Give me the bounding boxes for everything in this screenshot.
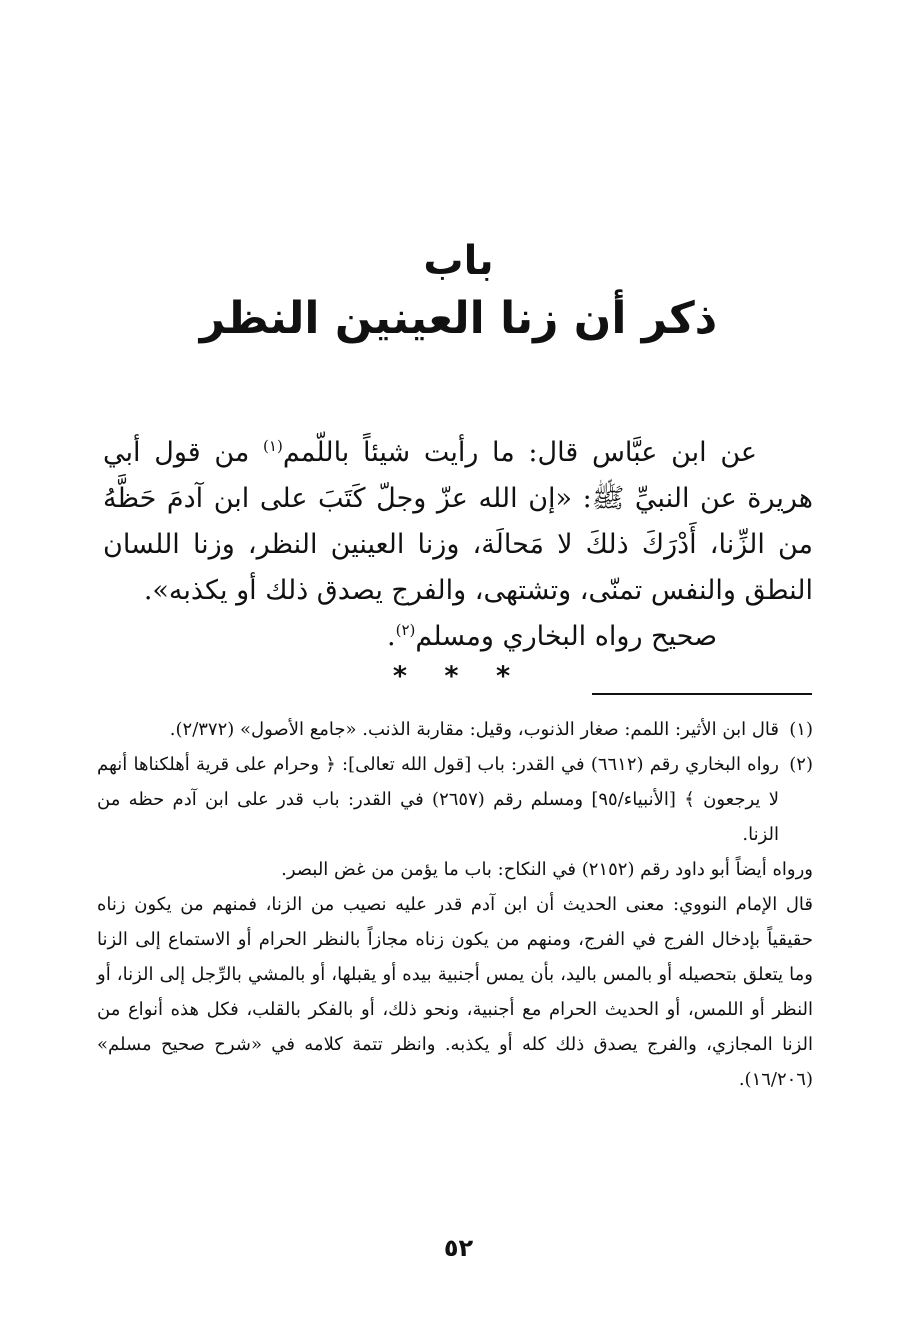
hadith-text-part-2: من قول أبي هريرة عن النبيِّ ﷺ: «إن الله عزّ وجلّ كَتَبَ على ابن آدمَ حَظَّهُ من الزِّنا، أَدْرَكَ ذلكَ لا مَحالَة، وزنا العينين النظر، وزنا اللسان النطق والنفس تمنّى، وتشتهى، والفرج يصدق ذلك أو يكذبه».	[103, 437, 813, 606]
footnote-text: رواه البخاري رقم (٦٦١٢) في القدر: باب [قول الله تعالى]: ﴿ وحرام على قرية أهلكناها أنهم لا يرجعون ﴾ [الأنبياء/٩٥] ومسلم رقم (٢٦٥٧) في القدر: باب قدر على ابن آدم حظه من الزنا.	[97, 754, 779, 845]
section-separator: * * *	[392, 661, 525, 692]
chapter-label: باب	[423, 238, 494, 284]
footnote-continuation: قال الإمام النووي: معنى الحديث أن ابن آدم قدر عليه نصيب من الزنا، فمنهم من يكون زناه حقيقياً بإدخال الفرج في الفرج، ومنهم من يكون زناه مجازاً بالنظر الحرام أو الاستماع إلى الزنا وما يتعلق بتحصيله أو بالمس باليد، بأن يمس أجنبية بيده أو يقبلها، أو بالمشي بالرِّجل إلى الزنا، أو النظر أو اللمس، أو الحديث الحرام مع أجنبية، ونحو ذلك، أو بالفكر بالقلب، فكل هذه أنواع من الزنا المجازي، والفرج يصدق ذلك كله أو يكذبه. وانظر تتمة كلامه في «شرح صحيح مسلم» (١٦/٢٠٦).	[97, 894, 813, 1090]
footnote-continuation: ورواه أيضاً أبو داود رقم (٢١٥٢) في النكاح: باب ما يؤمن من غض البصر.	[281, 859, 813, 880]
footnote-divider	[592, 693, 812, 695]
footnote-1	[97, 712, 813, 747]
footnote-2	[97, 747, 813, 852]
chapter-title: ذكر أن زنا العينين النظر	[199, 293, 718, 344]
hadith-source-text: صحيح رواه البخاري ومسلم	[415, 621, 717, 652]
page-number: ٥٢	[443, 1234, 474, 1262]
footnote-ref-1: (١)	[263, 437, 283, 455]
footnote-number: (٢)	[789, 754, 813, 775]
hadith-paragraph	[103, 430, 813, 614]
hadith-source-end: .	[387, 621, 396, 652]
hadith-source	[103, 614, 813, 660]
main-text	[103, 430, 813, 660]
footnote-text: قال ابن الأثير: اللمم: صغار الذنوب، وقيل: مقاربة الذنب. «جامع الأصول» (٢/٣٧٢).	[169, 719, 779, 740]
footnote-number: (١)	[789, 719, 813, 740]
hadith-text-part-1: عن ابن عبَّاس قال: ما رأيت شيئاً باللّمم	[282, 437, 757, 468]
footnote-ref-2: (٢)	[395, 621, 416, 639]
footnotes	[97, 712, 813, 1097]
